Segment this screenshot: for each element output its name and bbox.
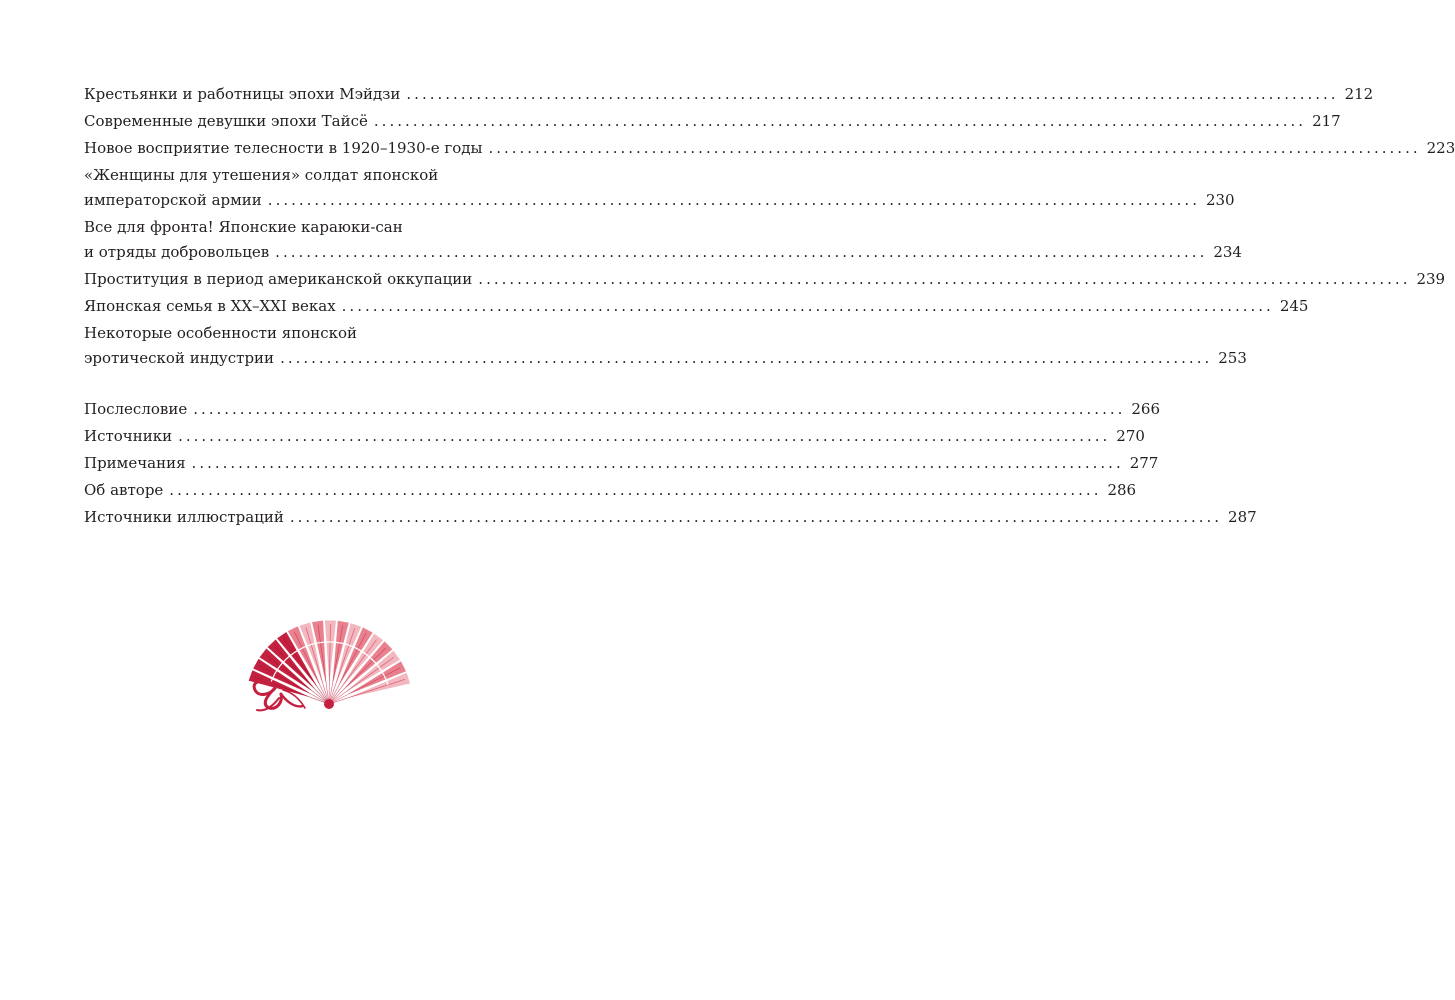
toc-entry-page-number: 277 (1129, 454, 1159, 472)
dot-leader: ........................................................................................................................ (373, 112, 1307, 130)
toc-entry-title-line: Все для фронта! Японские караюки-сан (84, 218, 403, 236)
toc-entry-page-number: 217 (1312, 112, 1341, 130)
toc-entry-title: Источники иллюстраций (84, 508, 284, 526)
toc-entry-title: Об авторе (84, 481, 164, 499)
toc-entry[interactable] (84, 321, 1247, 371)
table-of-contents (84, 82, 1455, 532)
toc-entry-page-number: 270 (1116, 427, 1145, 445)
toc-entry[interactable] (84, 478, 1137, 503)
toc-entry-title: эротической индустрии (84, 349, 275, 367)
toc-entry-page-number: 245 (1279, 297, 1309, 315)
dot-leader: ........................................................................................................................ (280, 349, 1213, 367)
toc-entry-page-number: 266 (1131, 400, 1161, 418)
toc-entry-title-line: Некоторые особенности японской (84, 324, 358, 342)
toc-entry-page-number: 212 (1344, 85, 1374, 103)
toc-group-backmatter (84, 397, 1257, 530)
dot-leader: ........................................................................................................................ (275, 243, 1208, 261)
toc-entry[interactable] (84, 82, 1374, 107)
toc-entry-page-number: 239 (1416, 270, 1446, 288)
toc-entry[interactable] (84, 109, 1341, 134)
toc-entry-page-number: 234 (1213, 243, 1242, 261)
toc-entry-page-number: 230 (1205, 191, 1235, 209)
toc-entry-title: Современные девушки эпохи Тайсё (84, 112, 368, 130)
toc-entry-title: Послесловие (84, 400, 188, 418)
folding-fan-icon (243, 612, 413, 717)
toc-entry-page-number: 287 (1228, 508, 1257, 526)
toc-entry[interactable] (84, 215, 1242, 265)
toc-group-chapters (84, 82, 1455, 371)
dot-leader: ........................................................................................................................ (169, 481, 1102, 499)
dot-leader: ........................................................................................................................ (191, 454, 1124, 472)
dot-leader: ........................................................................................................................ (178, 427, 1111, 445)
dot-leader: ........................................................................................................................ (289, 508, 1223, 526)
toc-entry-title: и отряды добровольцев (84, 243, 270, 261)
toc-entry[interactable] (84, 294, 1309, 319)
toc-entry-title: императорской армии (84, 191, 262, 209)
toc-entry[interactable] (84, 505, 1257, 530)
toc-entry-page-number: 223 (1426, 139, 1455, 157)
toc-entry-title: Крестьянки и работницы эпохи Мэйдзи (84, 85, 401, 103)
toc-entry[interactable] (84, 136, 1455, 161)
toc-entry[interactable] (84, 267, 1446, 292)
toc-entry[interactable] (84, 163, 1235, 213)
dot-leader: ........................................................................................................................ (193, 400, 1126, 418)
toc-entry[interactable] (84, 424, 1145, 449)
toc-entry[interactable] (84, 451, 1159, 476)
fan-pivot (324, 699, 334, 709)
dot-leader: ........................................................................................................................ (478, 270, 1411, 288)
toc-entry[interactable] (84, 397, 1161, 422)
dot-leader: ........................................................................................................................ (406, 85, 1339, 103)
toc-entry-title: Проституция в период американской оккупации (84, 270, 473, 288)
toc-entry-page-number: 286 (1107, 481, 1137, 499)
dot-leader: ........................................................................................................................ (488, 139, 1421, 157)
toc-entry-title: Новое восприятие телесности в 1920–1930-е годы (84, 139, 483, 157)
toc-entry-page-number: 253 (1218, 349, 1247, 367)
toc-entry-title-line: «Женщины для утешения» солдат японской (84, 166, 439, 184)
toc-entry-title: Источники (84, 427, 173, 445)
dot-leader: ........................................................................................................................ (267, 191, 1200, 209)
toc-entry-title: Японская семья в XX–XXI веках (84, 297, 336, 315)
toc-entry-title: Примечания (84, 454, 186, 472)
dot-leader: ........................................................................................................................ (341, 297, 1274, 315)
